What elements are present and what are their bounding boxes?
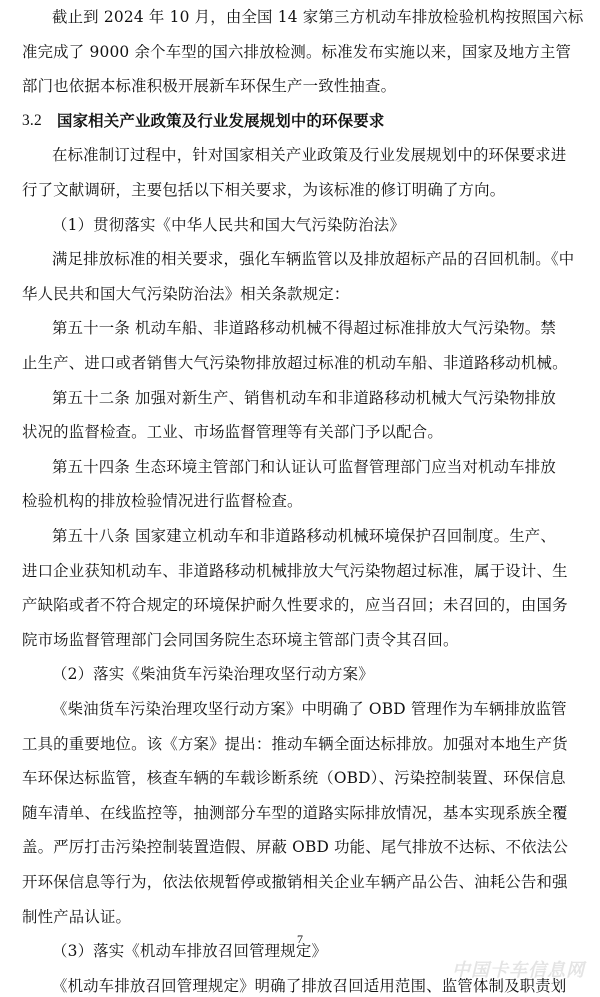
watermark-logo: 中国卡车信息网 (452, 960, 585, 981)
section-number: 3.2 (22, 112, 42, 129)
page-number: 7 (297, 932, 303, 946)
section-title: 国家相关产业政策及行业发展规划中的环保要求 (57, 112, 385, 130)
